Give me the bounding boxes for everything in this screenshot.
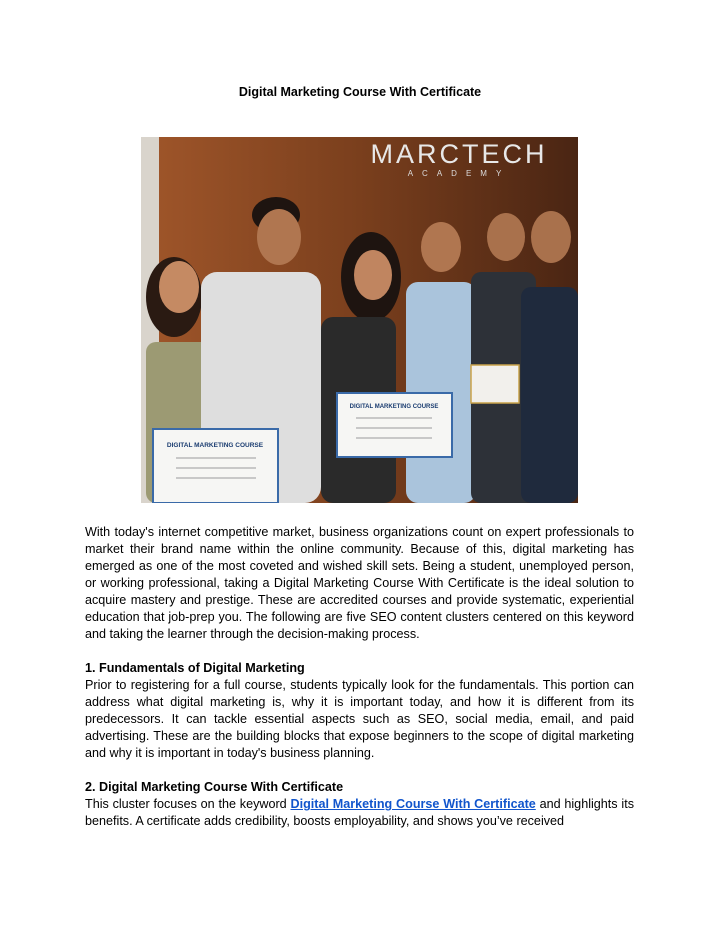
course-link[interactable]: Digital Marketing Course With Certificate	[290, 797, 536, 811]
certificate-ceremony-photo	[141, 137, 578, 503]
svg-text:DIGITAL MARKETING COURSE: DIGITAL MARKETING COURSE	[349, 404, 439, 410]
svg-text:DIGITAL MARKETING COURSE: DIGITAL MARKETING COURSE	[166, 442, 264, 449]
certificate-left	[153, 429, 278, 503]
intro-paragraph: With today's internet competitive market, business organizations count on expert professionals to market their brand name within the online community. Because of this, digital marketing has emerged as one of the most coveted and wished skill sets. Being a student, unemployed person, or working professional, taking a Digital Marketing Course With Certificate is the ideal solution to acquire mastery and prestige. These are accredited courses and provide systematic, experiential education that job-prep you. The following are five SEO content clusters centered on this keyword and taking the learner through the decision-making process.	[85, 525, 634, 641]
section-heading: 1. Fundamentals of Digital Marketing	[85, 661, 305, 675]
brand-logo-text: MARCTECH	[370, 139, 548, 169]
page-title: Digital Marketing Course With Certificate	[238, 85, 482, 99]
article-body	[85, 524, 634, 830]
section-paragraph: Prior to registering for a full course, students typically look for the fundamentals. This portion can address what digital marketing is, why it is important today, and how it is different from its predecessors. It can tackle essential aspects such as SEO, social media, email, and paid advertising. These are the building blocks that expose beginners to the scope of digital marketing and why it is important in today's business planning.	[85, 678, 634, 760]
brand-logo-subtext: ACADEMY	[407, 169, 511, 178]
certificate-center	[337, 393, 452, 457]
section-paragraph: This cluster focuses on the keyword Digital Marketing Course With Certificate and highlights its benefits. A certificate adds credibility, boosts employability, and shows you’ve received	[85, 797, 634, 828]
section-heading: 2. Digital Marketing Course With Certificate	[85, 780, 344, 794]
